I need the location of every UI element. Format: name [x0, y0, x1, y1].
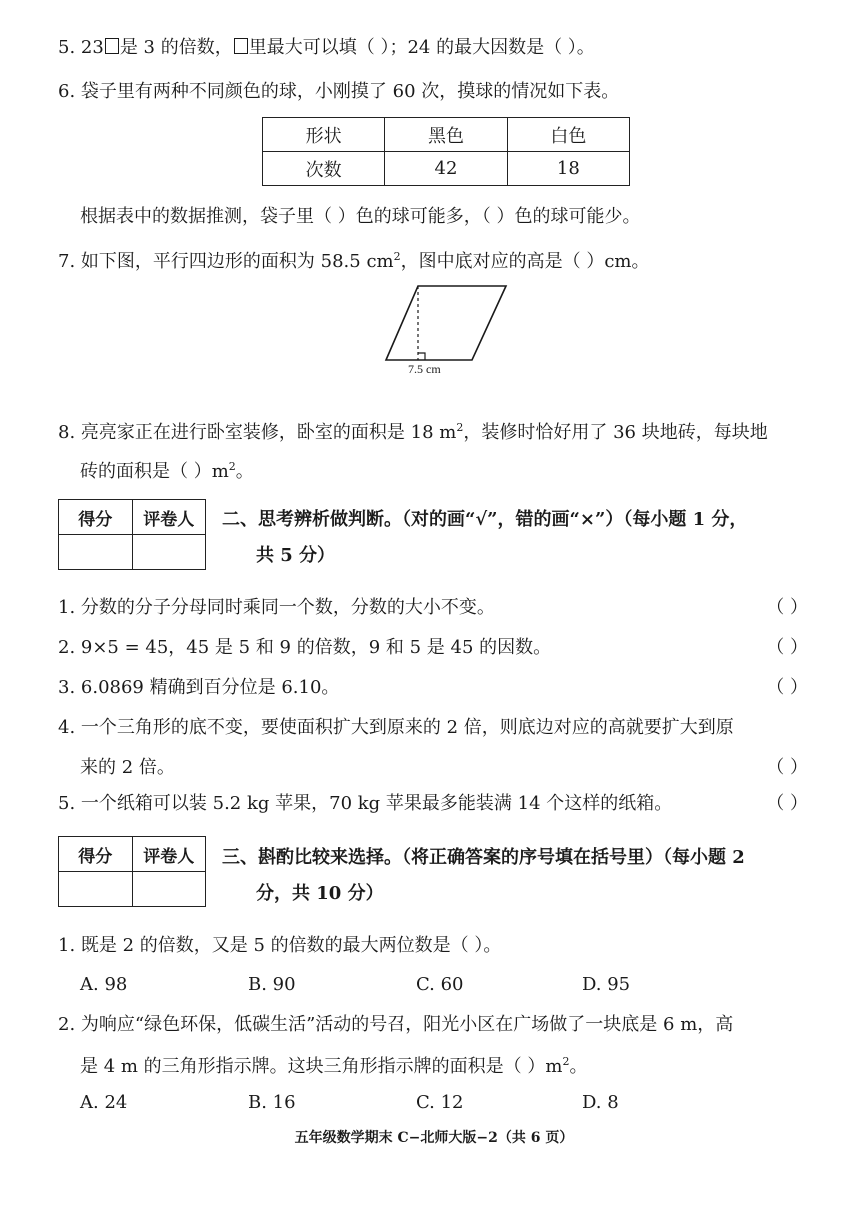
question-number: 7. [58, 251, 76, 272]
option-b[interactable]: B. 16 [248, 1092, 296, 1113]
grader-label: 评卷人 [132, 837, 206, 872]
table-row [59, 837, 206, 872]
table-header-cell: 形状 [263, 118, 385, 152]
question-8 [58, 416, 768, 445]
question-text: 。 [569, 1056, 588, 1077]
section-3-title-cont: 分，共 10 分） [256, 883, 384, 904]
judge-item-5: 5. 一个纸箱可以装 5.2 kg 苹果，70 kg 苹果最多能装满 14 个这样的纸箱。 [58, 793, 673, 814]
question-text: 。 [235, 461, 254, 482]
question-text: 亮亮家正在进行卧室装修，卧室的面积是 18 m [80, 422, 457, 443]
section-2-title-cont: 共 5 分） [256, 545, 336, 566]
grader-label: 评卷人 [132, 500, 206, 535]
answer-paren[interactable]: （ ） [766, 597, 808, 618]
choice-question-2: 2. 为响应“绿色环保，低碳生活”活动的号召，阳光小区在广场做了一块底是 6 m，高 [58, 1014, 734, 1035]
parallelogram-figure [380, 280, 510, 375]
option-c[interactable]: C. 60 [416, 974, 464, 995]
question-text: ，图中底对应的高是（ ）cm。 [400, 251, 650, 272]
question-5 [58, 36, 595, 60]
score-cell[interactable] [59, 535, 133, 570]
base-label: 7.5 cm [408, 362, 441, 375]
superscript: 2 [228, 460, 236, 473]
table-cell: 次数 [263, 152, 385, 186]
choice-question-2-cont [80, 1050, 587, 1079]
grader-cell[interactable] [132, 535, 206, 570]
answer-paren[interactable]: （ ） [766, 757, 808, 778]
superscript: 2 [456, 421, 464, 434]
table-header-cell: 黑色 [385, 118, 507, 152]
question-number: 8. [58, 422, 76, 443]
parallelogram-shape [386, 286, 506, 360]
judge-item-4: 4. 一个三角形的底不变，要使面积扩大到原来的 2 倍，则底边对应的高就要扩大到原 [58, 717, 734, 738]
table-cell: 42 [385, 152, 507, 186]
page-footer: 五年级数学期末 C−北师大版−2（共 6 页） [294, 1130, 574, 1146]
score-cell[interactable] [59, 872, 133, 907]
answer-paren[interactable]: （ ） [766, 793, 808, 814]
judge-item-2: 2. 9×5 = 45，45 是 5 和 9 的倍数，9 和 5 是 45 的因数。 [58, 637, 552, 658]
answer-paren[interactable]: （ ） [766, 637, 808, 658]
question-6 [58, 80, 619, 104]
question-text: ，装修时恰好用了 36 块地砖，每块地 [463, 422, 768, 443]
section-2-title: 二、思考辨析做判断。（对的画“√”，错的画“×”）（每小题 1 分， [222, 509, 748, 530]
table-row [59, 535, 206, 570]
judge-item-1: 1. 分数的分子分母同时乘同一个数，分数的大小不变。 [58, 597, 495, 618]
question-text: 是 4 m 的三角形指示牌。这块三角形指示牌的面积是（ ）m [80, 1056, 563, 1077]
choice-question-1: 1. 既是 2 的倍数，又是 5 的倍数的最大两位数是（ ）。 [58, 935, 502, 956]
table-cell: 18 [507, 152, 629, 186]
score-box [58, 836, 206, 907]
grader-cell[interactable] [132, 872, 206, 907]
ball-data-table [262, 117, 630, 186]
option-d[interactable]: D. 95 [582, 974, 631, 995]
question-text: 如下图，平行四边形的面积为 58.5 cm [80, 251, 394, 272]
option-a[interactable]: A. 98 [80, 974, 128, 995]
table-header-cell: 白色 [507, 118, 629, 152]
section-3-title: 三、斟酌比较来选择。（将正确答案的序号填在括号里）（每小题 2 [222, 847, 745, 868]
question-6-followup: 根据表中的数据推测，袋子里（ ）色的球可能多，（ ）色的球可能少。 [80, 206, 641, 227]
question-text: 里最大可以填（ ）；24 的最大因数是（ ）。 [248, 37, 595, 58]
table-row [263, 152, 630, 186]
question-text: 23 [80, 37, 104, 58]
score-label: 得分 [59, 837, 133, 872]
score-box [58, 499, 206, 570]
blank-square-icon [105, 38, 119, 54]
right-angle-icon [418, 353, 425, 360]
table-row [59, 500, 206, 535]
table-row [59, 872, 206, 907]
superscript: 2 [562, 1055, 570, 1068]
superscript: 2 [393, 250, 401, 263]
question-text: 袋子里有两种不同颜色的球，小刚摸了 60 次，摸球的情况如下表。 [80, 81, 620, 102]
question-text: 砖的面积是（ ）m [80, 461, 229, 482]
question-number: 5. [58, 37, 76, 58]
judge-item-3: 3. 6.0869 精确到百分位是 6.10。 [58, 677, 340, 698]
option-d[interactable]: D. 8 [582, 1092, 619, 1113]
score-label: 得分 [59, 500, 133, 535]
question-text: 是 3 的倍数， [119, 37, 233, 58]
judge-item-4-cont: 来的 2 倍。 [80, 757, 175, 778]
question-8-line2 [80, 455, 254, 484]
option-a[interactable]: A. 24 [80, 1092, 128, 1113]
blank-square-icon [234, 38, 248, 54]
question-number: 6. [58, 81, 76, 102]
option-b[interactable]: B. 90 [248, 974, 296, 995]
table-row [263, 118, 630, 152]
answer-paren[interactable]: （ ） [766, 677, 808, 698]
option-c[interactable]: C. 12 [416, 1092, 464, 1113]
question-7 [58, 245, 649, 274]
